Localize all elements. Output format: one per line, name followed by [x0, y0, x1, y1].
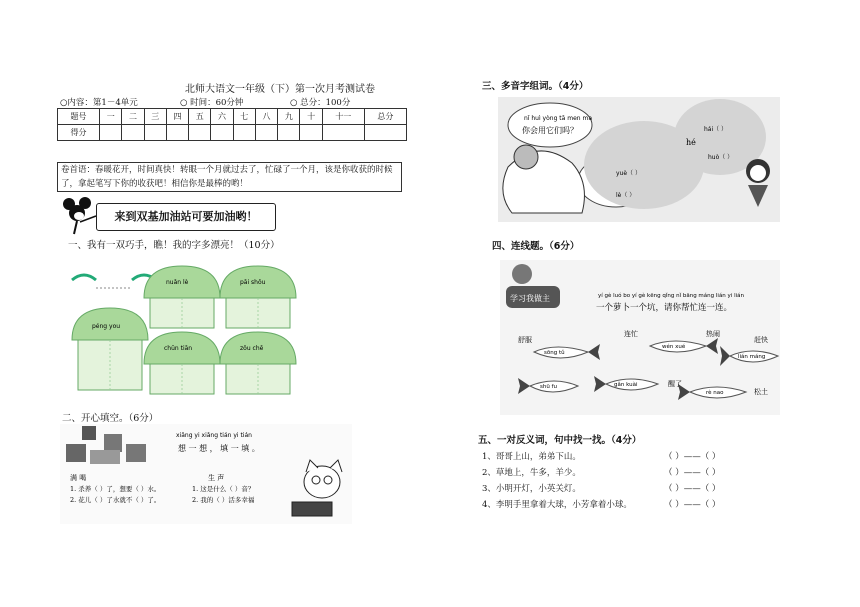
- table-cell: 一: [100, 109, 122, 125]
- score-input-cell[interactable]: [211, 125, 233, 141]
- table-cell: 十一: [322, 109, 364, 125]
- section-5-heading: 五、一对反义词，句中找一找。（4分）: [478, 435, 642, 446]
- carrot-pinyin-2: wén xué: [662, 344, 686, 350]
- hat-pinyin-1: nuǎn lè: [166, 279, 189, 286]
- info-content: ○内容：第1－4单元: [60, 98, 138, 108]
- antonym-item-4: 4、李明手里拿着大球，小芳拿着小球。: [482, 500, 632, 510]
- preface-box: 卷首语：春暖花开，时间真快！转眼一个月就过去了，忙碌了一个月，该是你收获的时候了，拿起笔写下你的收获吧！相信你是最棒的哟！: [57, 162, 402, 192]
- s3-question: 你会用它们吗？: [522, 126, 578, 135]
- table-cell: 得分: [58, 125, 100, 141]
- table-cell: 八: [255, 109, 277, 125]
- score-input-cell[interactable]: [189, 125, 211, 141]
- table-cell: 题号: [58, 109, 100, 125]
- carrot-pinyin-4: shū fu: [540, 384, 558, 390]
- score-input-cell[interactable]: [122, 125, 144, 141]
- carrot-pinyin-6: rè nao: [706, 390, 724, 396]
- table-cell: 九: [278, 109, 300, 125]
- s4-instruction: 一个萝卜一个坑，请你帮忙连一连。: [596, 303, 733, 313]
- table-cell: 十: [300, 109, 322, 125]
- table-cell: 三: [144, 109, 166, 125]
- hat-pinyin-5: zǒu chē: [240, 345, 264, 352]
- score-table: [57, 108, 407, 141]
- s2-line1: 1. 杀养（ ）了，想要（ ）水。: [70, 485, 161, 493]
- info-total: ○ 总分：100分: [290, 98, 351, 108]
- s3-hai: hái（ ）: [704, 126, 728, 133]
- s2-col1: 满 喝: [70, 474, 87, 482]
- s2-heading: 想 一 想 ， 填 一 填 。: [178, 444, 260, 453]
- s4-word-2: 连忙: [624, 330, 638, 338]
- antonym-item-3: 3、小明开灯，小英关灯。: [482, 484, 581, 494]
- table-cell: 五: [189, 109, 211, 125]
- encouragement-banner: 来到双基加油站可要加油哟！: [96, 203, 276, 231]
- s2-line4: 2. 我的（ ）活多幸福: [192, 496, 255, 504]
- s4-word-1: 舒服: [518, 336, 532, 344]
- s4-badge: 学习我做主: [510, 294, 550, 303]
- table-cell: 六: [211, 109, 233, 125]
- s2-line3: 1. 这是什么（ ）音？: [192, 485, 255, 493]
- antonym-blank-3[interactable]: （ ）——（ ）: [664, 484, 721, 494]
- score-input-cell[interactable]: [166, 125, 188, 141]
- antonym-blank-1[interactable]: （ ）——（ ）: [664, 452, 721, 462]
- table-cell: 总分: [364, 109, 406, 125]
- s3-huo: huò（ ）: [708, 154, 734, 161]
- score-input-cell[interactable]: [300, 125, 322, 141]
- s2-line2: 2. 花儿（ ）了水就不（ ）了。: [70, 496, 161, 504]
- carrot-pinyin-3: lián máng: [738, 354, 766, 360]
- s3-yue: yuè（ ）: [616, 170, 641, 177]
- table-row: [58, 125, 407, 141]
- s4-word-6: 松土: [754, 388, 768, 396]
- fill-in-picture: [60, 424, 352, 524]
- antonym-blank-2[interactable]: （ ）——（ ）: [664, 468, 721, 478]
- mouse-mascot-icon: [60, 196, 100, 238]
- matching-picture: [500, 260, 780, 415]
- score-input-cell[interactable]: [233, 125, 255, 141]
- score-input-cell[interactable]: [100, 125, 122, 141]
- score-input-cell[interactable]: [144, 125, 166, 141]
- s4-pinyin: yí gè luó bo yí gè kēng qǐng nǐ bāng máng lián yi lián: [598, 293, 744, 299]
- s3-he: hé: [686, 138, 696, 147]
- score-input-cell[interactable]: [322, 125, 364, 141]
- table-cell: 四: [166, 109, 188, 125]
- carrot-pinyin-5: gǎn kuài: [614, 382, 638, 388]
- score-input-cell[interactable]: [364, 125, 406, 141]
- hat-pinyin-3: péng you: [92, 323, 121, 330]
- writing-mushrooms-picture: [62, 260, 302, 400]
- polyphone-picture: [498, 97, 780, 222]
- table-cell: 二: [122, 109, 144, 125]
- table-row: [58, 109, 407, 125]
- s4-word-5: 醒了: [668, 380, 682, 388]
- exam-title: 北师大语文一年级（下）第一次月考测试卷: [185, 84, 375, 95]
- s4-word-4: 赶快: [754, 336, 768, 344]
- antonym-item-2: 2、草地上，牛多，羊少。: [482, 468, 581, 478]
- score-input-cell[interactable]: [278, 125, 300, 141]
- section-1-heading: 一、我有一双巧手，瞧！我的字多漂亮！（10分）: [68, 240, 280, 251]
- section-4-heading: 四、连线题。（6分）: [492, 241, 580, 252]
- score-input-cell[interactable]: [255, 125, 277, 141]
- section-2-heading: 二、开心填空。（6分）: [62, 413, 159, 424]
- s4-word-3: 热闹: [706, 330, 720, 338]
- s3-le: lè（ ）: [616, 192, 636, 199]
- s2-col2: 生 声: [208, 474, 225, 482]
- table-cell: 七: [233, 109, 255, 125]
- info-time: ○ 时间：60分钟: [180, 98, 244, 108]
- s3-question-pinyin: nǐ huì yòng tā men ma: [524, 115, 593, 122]
- antonym-item-1: 1、哥哥上山，弟弟下山。: [482, 452, 581, 462]
- hat-pinyin-4: chūn tiān: [164, 345, 193, 352]
- hat-pinyin-2: pāi shǒu: [240, 279, 266, 286]
- s2-pinyin: xiǎng yi xiǎng tián yi tián: [176, 432, 252, 439]
- antonym-blank-4[interactable]: （ ）——（ ）: [664, 500, 721, 510]
- carrot-pinyin-1: sōng tǔ: [544, 350, 565, 356]
- section-3-heading: 三、多音字组词。（4分）: [482, 81, 589, 92]
